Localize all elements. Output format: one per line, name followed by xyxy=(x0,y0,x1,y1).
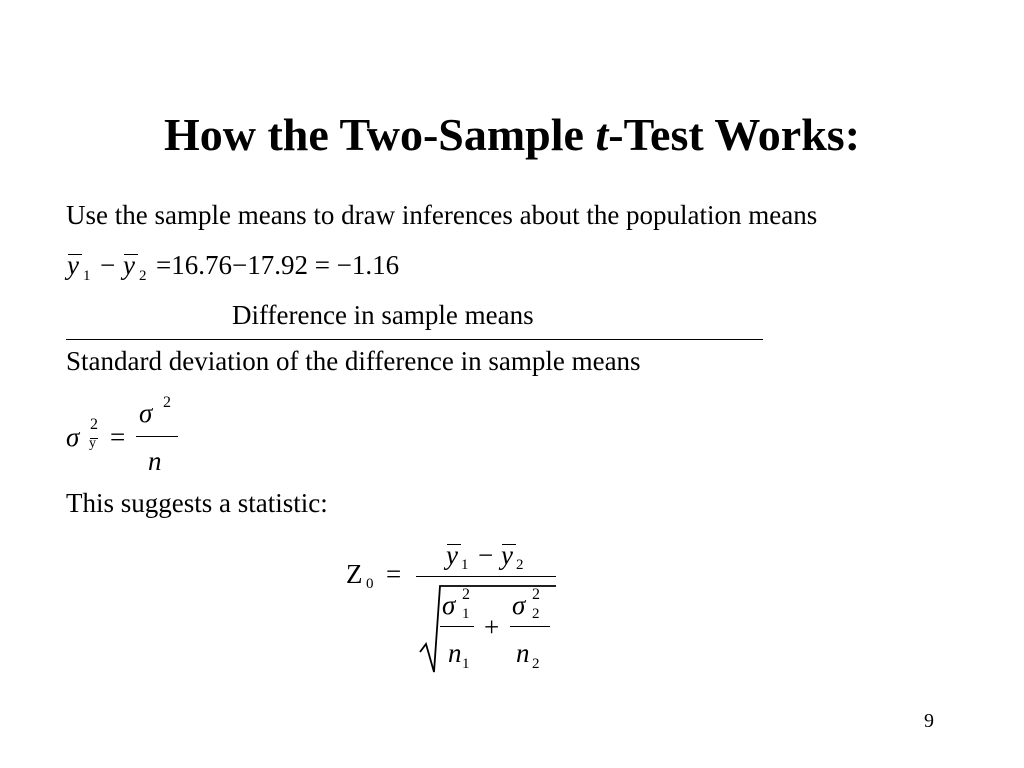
sigma-numerator: σ xyxy=(139,398,153,428)
statistic-intro: This suggests a statistic: xyxy=(66,488,328,518)
ratio-numerator: Difference in sample means xyxy=(232,300,534,330)
z-statistic-formula xyxy=(346,532,566,682)
ybar-1: y xyxy=(67,250,79,280)
mean-difference-equation xyxy=(66,248,486,288)
z-minus: − xyxy=(478,540,494,570)
n-2-sub: 2 xyxy=(532,656,540,672)
z-fraction-bar xyxy=(416,576,556,577)
page-number: 9 xyxy=(924,710,934,732)
sigma-2: σ xyxy=(512,590,526,620)
sigma-1: σ xyxy=(442,590,456,620)
intro-text: Use the sample means to draw inferences about the population means xyxy=(66,200,818,230)
sigma-ybar-sup: 2 xyxy=(90,416,98,433)
title-t-italic: t xyxy=(595,109,609,160)
z-subscript: 0 xyxy=(366,576,374,592)
sigma-2-sub: 2 xyxy=(532,606,540,622)
minus-sign: − xyxy=(100,250,116,280)
z-equals: = xyxy=(386,559,402,589)
n-2: n xyxy=(516,638,530,668)
variance-equation xyxy=(66,396,206,480)
sigma-2-sup: 2 xyxy=(532,586,540,603)
z-ybar-1-sub: 1 xyxy=(461,557,469,573)
slide-title: How the Two-Sample t-Test Works: xyxy=(163,109,861,160)
sigma-1-sub: 1 xyxy=(462,606,470,622)
sigma-numerator-sup: 2 xyxy=(163,394,171,411)
z-symbol: Z xyxy=(346,559,363,589)
ratio-fraction-bar xyxy=(66,339,763,340)
sigma-1-sup: 2 xyxy=(462,586,470,603)
ybar-2-subscript: 2 xyxy=(139,268,147,284)
variance-equals: = xyxy=(110,422,126,452)
ybar-1-subscript: 1 xyxy=(83,268,91,284)
numeric-result: =16.76−17.92 = −1.16 xyxy=(156,250,400,280)
ybar-2: y xyxy=(123,250,135,280)
ratio-denominator: Standard deviation of the difference in sample means xyxy=(66,346,641,376)
z-plus: + xyxy=(484,612,500,642)
n-1: n xyxy=(448,638,462,668)
n-1-sub: 1 xyxy=(462,656,470,672)
z-ybar-2-sub: 2 xyxy=(516,557,524,573)
z-ybar-1: y xyxy=(446,540,458,570)
n-denominator: n xyxy=(148,446,162,476)
z-ybar-2: y xyxy=(501,540,513,570)
sigma-ybar-sub: y xyxy=(89,436,96,451)
sigma-ybar: σ xyxy=(66,422,80,452)
